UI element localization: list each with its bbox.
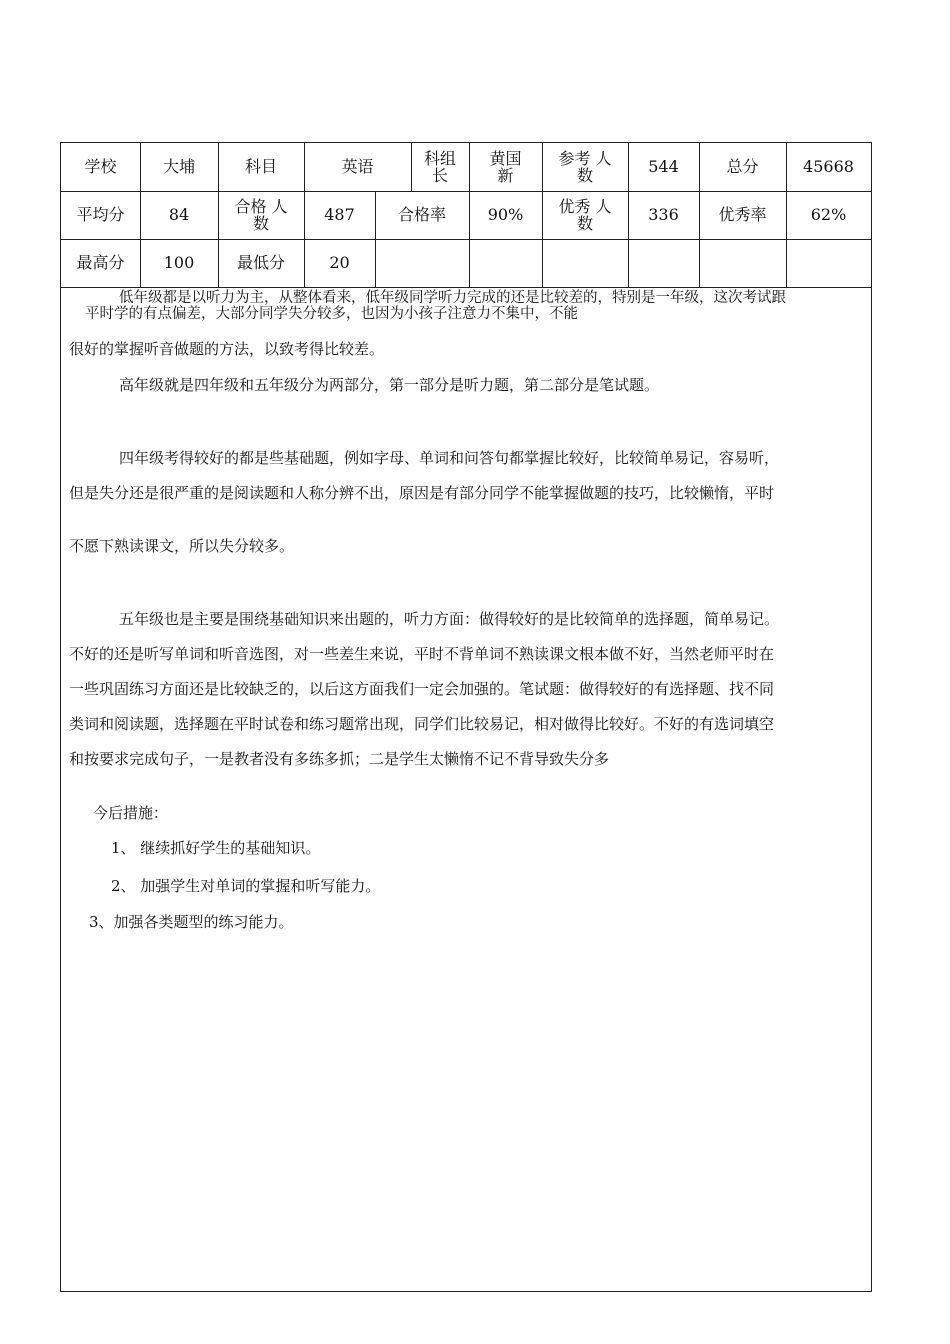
excellent-count-label [542, 191, 628, 239]
excellent-count-label-line2: 数 [576, 214, 593, 233]
pass-count-value: 487 [324, 205, 355, 224]
pass-count-label-line2: 数 [252, 214, 269, 233]
pass-rate-value: 90% [487, 205, 524, 224]
average-label: 平均分 [76, 205, 125, 224]
measures-item-3: 3、加强各类题型的练习能力。 [89, 913, 294, 931]
analysis-p1-line2: 平时学的有点偏差，大部分同学失分较多，也因为小孩子注意力不集中，不能 [85, 306, 578, 322]
max-score-value: 100 [163, 253, 195, 272]
excellent-rate-value: 62% [810, 205, 847, 224]
participants-label [542, 143, 628, 191]
min-score-value: 20 [329, 253, 350, 272]
pass-rate-label: 合格率 [397, 205, 446, 224]
measures-item-2: 2、 加强学生对单词的掌握和听写能力。 [111, 877, 381, 895]
pass-count-label [218, 191, 304, 239]
analysis-p1-line1: 低年级都是以听力为主，从整体看来，低年级同学听力完成的还是比较差的，特别是一年级，这次考试跟 [119, 290, 786, 306]
excellent-count-value: 336 [648, 205, 679, 224]
participants-value: 544 [648, 157, 679, 176]
analysis-p4-line4: 类词和阅读题，选择题在平时试卷和练习题常出现，同学们比较易记，相对做得比较好。不好的有选词填空 [69, 715, 775, 733]
measures-title: 今后措施： [93, 804, 169, 822]
report-frame [60, 142, 872, 1292]
leader-label-line1: 科组 [423, 149, 456, 168]
analysis-p3-line3: 不愿下熟读课文，所以失分较多。 [69, 537, 295, 555]
subject-label: 科目 [244, 157, 277, 176]
pass-count-label-line1: 合格 人 [234, 197, 288, 216]
leader-label-line2: 长 [431, 166, 448, 185]
excellent-rate-label: 优秀率 [718, 205, 767, 224]
participants-label-line1: 参考 人 [558, 149, 612, 168]
school-label: 学校 [84, 157, 117, 176]
school-value: 大埔 [162, 157, 195, 176]
analysis-p4-line1: 五年级也是主要是围绕基础知识来出题的，听力方面：做得较好的是比较简单的选择题，简单易记。 [119, 610, 780, 628]
analysis-p2: 高年级就是四年级和五年级分为两部分，第一部分是听力题，第二部分是笔试题。 [119, 376, 660, 394]
analysis-p4-line2: 不好的还是听写单词和听音选图，对一些差生来说，平时不背单词不熟读课文根本做不好，当然老师平时在 [69, 645, 775, 663]
leader-value-line2: 新 [497, 166, 514, 185]
analysis-p4-line5: 和按要求完成句子，一是教者没有多练多抓；二是学生太懒惰不记不背导致失分多 [69, 750, 610, 768]
analysis-p4-line3: 一些巩固练习方面还是比较缺乏的，以后这方面我们一定会加强的。笔试题：做得较好的有选择题、找不同 [69, 680, 775, 698]
table-bottom-divider [61, 287, 871, 288]
measures-item-1: 1、 继续抓好学生的基础知识。 [111, 839, 321, 857]
subject-value: 英语 [341, 157, 374, 176]
total-label: 总分 [726, 157, 759, 176]
excellent-count-label-line1: 优秀 人 [558, 197, 612, 216]
analysis-p3-line2: 但是失分还是很严重的是阅读题和人称分辨不出，原因是有部分同学不能掌握做题的技巧，比较懒惰，平时 [69, 484, 775, 502]
participants-label-line2: 数 [576, 166, 593, 185]
min-score-label: 最低分 [236, 253, 285, 272]
leader-value-line1: 黄国 [489, 149, 522, 168]
analysis-p3-line1: 四年级考得较好的都是些基础题，例如字母、单词和问答句都掌握比较好，比较简单易记，容易听， [119, 449, 780, 467]
leader-value [469, 143, 542, 191]
max-score-label: 最高分 [76, 253, 125, 272]
leader-label [411, 143, 469, 191]
average-value: 84 [168, 205, 190, 224]
analysis-p1-line3: 很好的掌握听音做题的方法，以致考得比较差。 [69, 340, 385, 358]
total-value: 45668 [803, 157, 854, 176]
